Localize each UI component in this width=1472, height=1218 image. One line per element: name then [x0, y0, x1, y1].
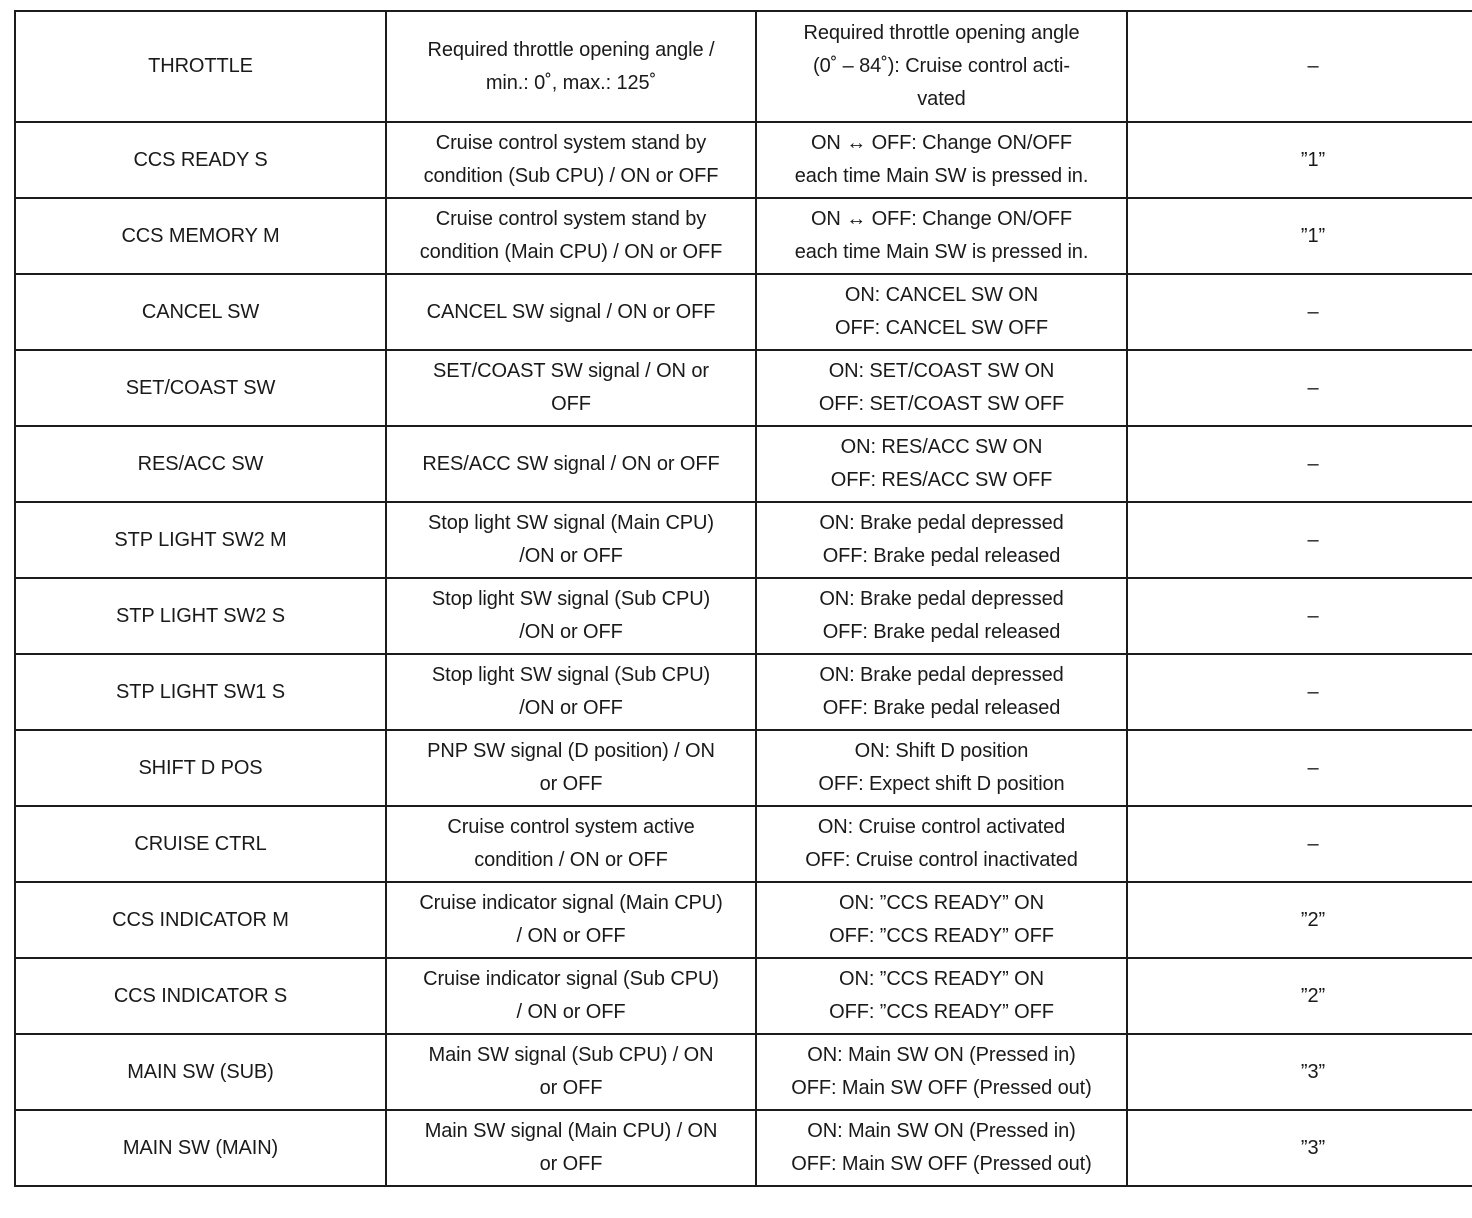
monitor-item-cell: MAIN SW (SUB)	[15, 1034, 386, 1110]
condition-cell-line: Required throttle opening angle /	[427, 38, 715, 61]
condition-cell-line: condition / ON or OFF	[474, 849, 668, 871]
reference-cell: ”3”	[1127, 1110, 1472, 1186]
condition-cell-line: min.: 0˚, max.: 125˚	[485, 71, 657, 94]
condition-cell-line: Cruise control system active	[447, 816, 695, 838]
monitor-item-cell: STP LIGHT SW2 S	[15, 578, 386, 654]
monitor-item-cell: THROTTLE	[15, 11, 386, 122]
value-cell	[756, 1110, 1127, 1186]
monitor-item-cell: STP LIGHT SW1 S	[15, 654, 386, 730]
condition-cell-line: SET/COAST SW signal / ON or	[433, 360, 709, 382]
condition-cell	[386, 122, 756, 198]
value-cell	[756, 730, 1127, 806]
table-row	[15, 958, 1472, 1034]
condition-cell	[386, 1110, 756, 1186]
condition-cell-line: Stop light SW signal (Sub CPU)	[431, 588, 711, 610]
value-cell-line: ON: CANCEL SW ON	[844, 284, 1039, 306]
value-cell-line: OFF: Main SW OFF (Pressed out)	[791, 1153, 1092, 1175]
table-row	[15, 426, 1472, 502]
reference-cell: ”1”	[1127, 122, 1472, 198]
value-cell	[756, 274, 1127, 350]
value-cell-line: (0˚ – 84˚): Cruise control acti-	[813, 55, 1070, 77]
table-row	[15, 11, 1472, 122]
value-cell-line: OFF: ”CCS READY” OFF	[829, 1001, 1054, 1023]
condition-cell	[386, 198, 756, 274]
condition-cell-line: condition (Sub CPU) / ON or OFF	[423, 165, 719, 187]
value-cell	[756, 654, 1127, 730]
condition-cell-line: or OFF	[539, 773, 603, 795]
monitor-item-cell: SET/COAST SW	[15, 350, 386, 426]
value-cell-line: ON: ”CCS READY” ON	[839, 892, 1044, 914]
reference-cell: –	[1127, 654, 1472, 730]
condition-cell	[386, 502, 756, 578]
value-cell	[756, 806, 1127, 882]
condition-cell	[386, 882, 756, 958]
table-row	[15, 806, 1472, 882]
table-row	[15, 882, 1472, 958]
value-cell-line: ON: Brake pedal depressed	[819, 588, 1064, 610]
condition-cell	[386, 11, 756, 122]
condition-cell-line: PNP SW signal (D position) / ON	[427, 740, 715, 762]
value-cell-line: OFF: SET/COAST SW OFF	[818, 393, 1065, 415]
value-cell-line: OFF: RES/ACC SW OFF	[830, 469, 1053, 491]
condition-cell	[386, 1034, 756, 1110]
table-row	[15, 274, 1472, 350]
value-cell	[756, 502, 1127, 578]
value-cell-line: ON: Brake pedal depressed	[819, 664, 1064, 686]
condition-cell	[386, 350, 756, 426]
condition-cell	[386, 426, 756, 502]
table-row	[15, 1034, 1472, 1110]
value-cell-line: ON: Main SW ON (Pressed in)	[807, 1120, 1076, 1142]
condition-cell-line: Stop light SW signal (Sub CPU)	[431, 664, 711, 686]
value-cell-line: OFF: CANCEL SW OFF	[834, 317, 1048, 339]
value-cell	[756, 882, 1127, 958]
value-cell-line: vated	[917, 88, 966, 110]
monitor-item-cell: CANCEL SW	[15, 274, 386, 350]
monitor-item-cell: SHIFT D POS	[15, 730, 386, 806]
condition-cell-line: Cruise control system stand by	[435, 208, 707, 230]
condition-cell-line: Cruise indicator signal (Main CPU)	[419, 892, 723, 914]
monitor-item-cell: STP LIGHT SW2 M	[15, 502, 386, 578]
reference-cell: –	[1127, 274, 1472, 350]
value-cell-line: OFF: Cruise control inactivated	[805, 849, 1078, 871]
value-cell-line: ON: ”CCS READY” ON	[839, 968, 1044, 990]
condition-cell-line: /ON or OFF	[519, 545, 623, 567]
condition-cell	[386, 578, 756, 654]
value-cell-line: OFF: Main SW OFF (Pressed out)	[791, 1077, 1092, 1099]
condition-cell-line: CANCEL SW signal / ON or OFF	[426, 300, 716, 323]
condition-cell	[386, 274, 756, 350]
reference-cell: –	[1127, 730, 1472, 806]
condition-cell-line: or OFF	[539, 1153, 603, 1175]
value-cell	[756, 578, 1127, 654]
condition-cell-line: RES/ACC SW signal / ON or OFF	[422, 452, 720, 475]
value-cell-line: OFF: Brake pedal released	[822, 697, 1061, 719]
table-body	[15, 11, 1472, 1186]
condition-cell-line: OFF	[551, 393, 591, 415]
value-cell-line: ON: Shift D position	[854, 740, 1029, 762]
reference-cell: –	[1127, 502, 1472, 578]
table-row	[15, 578, 1472, 654]
table-row	[15, 122, 1472, 198]
condition-cell-line: Stop light SW signal (Main CPU)	[428, 512, 714, 534]
reference-cell: –	[1127, 426, 1472, 502]
reference-cell: ”1”	[1127, 198, 1472, 274]
value-cell-line: OFF: Brake pedal released	[822, 621, 1061, 643]
condition-cell-line: /ON or OFF	[519, 697, 623, 719]
value-cell-line: ON: Main SW ON (Pressed in)	[807, 1044, 1076, 1066]
value-cell-line: ON ↔ OFF: Change ON/OFF	[810, 208, 1073, 230]
monitor-item-cell: CCS INDICATOR M	[15, 882, 386, 958]
condition-cell-line: /ON or OFF	[519, 621, 623, 643]
table-row	[15, 502, 1472, 578]
condition-cell-line: condition (Main CPU) / ON or OFF	[419, 241, 723, 263]
value-cell	[756, 122, 1127, 198]
data-list-table	[14, 10, 1472, 1187]
value-cell-line: ON: Cruise control activated	[817, 816, 1066, 838]
condition-cell-line: Main SW signal (Sub CPU) / ON	[428, 1044, 714, 1066]
table-row	[15, 654, 1472, 730]
condition-cell-line: Cruise indicator signal (Sub CPU)	[423, 968, 719, 990]
value-cell-line: Required throttle opening angle	[803, 22, 1080, 44]
monitor-item-cell: CCS MEMORY M	[15, 198, 386, 274]
condition-cell	[386, 654, 756, 730]
value-cell-line: OFF: Expect shift D position	[818, 773, 1065, 795]
value-cell-line: ON ↔ OFF: Change ON/OFF	[810, 132, 1073, 154]
value-cell-line: each time Main SW is pressed in.	[794, 165, 1089, 187]
monitor-item-cell: RES/ACC SW	[15, 426, 386, 502]
condition-cell	[386, 730, 756, 806]
reference-cell: ”3”	[1127, 1034, 1472, 1110]
value-cell	[756, 958, 1127, 1034]
monitor-item-cell: CRUISE CTRL	[15, 806, 386, 882]
value-cell	[756, 198, 1127, 274]
value-cell	[756, 350, 1127, 426]
reference-cell: –	[1127, 578, 1472, 654]
table-row	[15, 1110, 1472, 1186]
table-row	[15, 198, 1472, 274]
value-cell-line: OFF: Brake pedal released	[822, 545, 1061, 567]
condition-cell-line: / ON or OFF	[516, 925, 626, 947]
table-row	[15, 350, 1472, 426]
monitor-item-cell: MAIN SW (MAIN)	[15, 1110, 386, 1186]
condition-cell-line: or OFF	[539, 1077, 603, 1099]
reference-cell: –	[1127, 806, 1472, 882]
reference-cell: ”2”	[1127, 958, 1472, 1034]
value-cell	[756, 11, 1127, 122]
value-cell-line: ON: SET/COAST SW ON	[828, 360, 1055, 382]
reference-cell: –	[1127, 11, 1472, 122]
condition-cell-line: Main SW signal (Main CPU) / ON	[424, 1120, 718, 1142]
condition-cell	[386, 806, 756, 882]
value-cell	[756, 426, 1127, 502]
condition-cell-line: / ON or OFF	[516, 1001, 626, 1023]
monitor-item-cell: CCS READY S	[15, 122, 386, 198]
value-cell-line: ON: Brake pedal depressed	[819, 512, 1064, 534]
condition-cell	[386, 958, 756, 1034]
monitor-item-cell: CCS INDICATOR S	[15, 958, 386, 1034]
table-row	[15, 730, 1472, 806]
reference-cell: ”2”	[1127, 882, 1472, 958]
value-cell-line: each time Main SW is pressed in.	[794, 241, 1089, 263]
value-cell-line: OFF: ”CCS READY” OFF	[829, 925, 1054, 947]
reference-cell: –	[1127, 350, 1472, 426]
value-cell-line: ON: RES/ACC SW ON	[840, 436, 1043, 458]
value-cell	[756, 1034, 1127, 1110]
condition-cell-line: Cruise control system stand by	[435, 132, 707, 154]
